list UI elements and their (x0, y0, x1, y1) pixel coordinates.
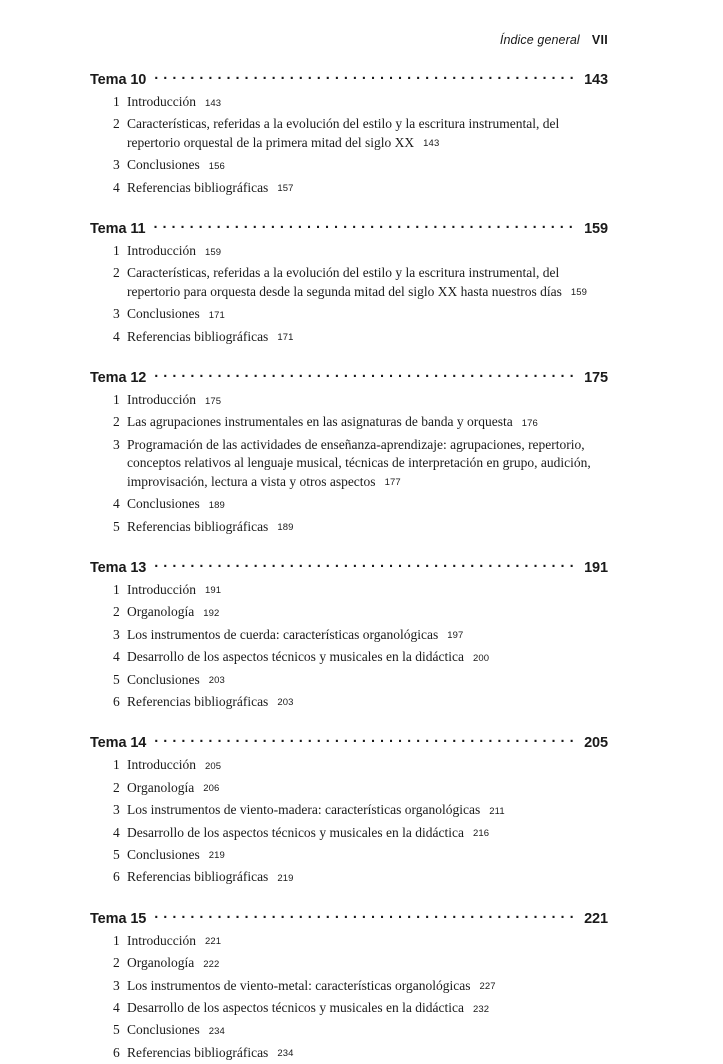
toc-entry-text (127, 93, 597, 113)
toc-entry[interactable] (90, 391, 608, 411)
toc-entry-label: Programación de las actividades de enseñanza-aprendizaje: agrupaciones, repertorio, conceptos relativos al lenguaje musical, técnicas de interpretación en grupo, audición, improvisación, lectura a vista y otros aspectos (127, 436, 591, 489)
toc-chapter-heading[interactable] (90, 217, 608, 237)
toc-entry-number: 2 (113, 265, 120, 281)
toc-chapter-heading[interactable] (90, 556, 608, 576)
toc-entry[interactable] (90, 999, 608, 1019)
toc-entry-label: Organología (127, 955, 195, 971)
toc-entry-page-number: 219 (208, 850, 225, 862)
toc-entry-number: 5 (113, 846, 120, 862)
toc-entry-text (127, 846, 597, 866)
toc-entry-label: Referencias bibliográficas (127, 693, 269, 709)
toc-entry-text (127, 824, 597, 844)
toc-entry-page-number: 234 (277, 1048, 294, 1060)
toc-entry-label: Las agrupaciones instrumentales en las asignaturas de banda y orquesta (127, 414, 513, 430)
toc-entry-page-number: 222 (203, 958, 220, 970)
toc-entry-text (127, 328, 597, 348)
toc-entry-page-number: 203 (277, 697, 294, 709)
toc-entry[interactable] (90, 626, 608, 646)
toc-entry-text (127, 115, 597, 154)
toc-entry-number: 5 (113, 518, 120, 534)
toc-entry-number: 2 (113, 955, 120, 971)
toc-entry-number: 3 (113, 436, 120, 452)
toc-chapter-title: Tema 13 (90, 559, 147, 576)
toc-entry-number: 1 (113, 243, 120, 259)
toc-entry-label: Conclusiones (127, 496, 200, 512)
toc-entry[interactable] (90, 932, 608, 952)
toc-entry-text (127, 156, 597, 176)
toc-entry-page-number: 143 (204, 97, 222, 109)
toc-entry-number: 1 (113, 932, 120, 948)
toc-entry-label: Conclusiones (127, 671, 200, 687)
toc-entry-page-number: 189 (277, 522, 294, 533)
toc-entry-text (127, 391, 597, 411)
toc-entry-text (127, 518, 597, 538)
toc-entry[interactable] (90, 977, 608, 997)
toc-entry[interactable] (90, 495, 608, 515)
toc-entry-label: Desarrollo de los aspectos técnicos y musicales en la didáctica (127, 649, 465, 665)
toc-entry-page-number: 191 (204, 585, 222, 597)
toc-entry-label: Introducción (127, 392, 196, 408)
toc-chapter-title: Tema 10 (90, 72, 147, 88)
toc-entry-text (127, 779, 597, 799)
toc-entry-page-number: 176 (521, 417, 538, 429)
toc-entry-number: 2 (113, 116, 120, 132)
toc-entry-label: Conclusiones (127, 157, 200, 173)
toc-chapter-block (90, 731, 608, 888)
toc-chapter-page-number: 143 (584, 72, 608, 88)
toc-entry-page-number: 227 (479, 981, 496, 993)
toc-entry-page-number: 171 (208, 309, 225, 321)
toc-entry-page-number: 216 (473, 828, 490, 840)
toc-chapter-heading[interactable] (90, 68, 608, 88)
toc-entry-label: Introducción (127, 932, 196, 948)
toc-entry[interactable] (90, 648, 608, 668)
toc-entry-page-number: 197 (447, 630, 464, 642)
toc-entry-number: 6 (113, 869, 120, 885)
toc-entry[interactable] (90, 779, 608, 799)
toc-entry[interactable] (90, 868, 608, 888)
toc-entry-page-number: 203 (208, 675, 225, 687)
toc-entry-number: 4 (113, 824, 120, 840)
toc-entry-label: Referencias bibliográficas (127, 179, 269, 195)
dot-leader (154, 731, 576, 747)
toc-entry-page-number: 156 (208, 160, 225, 172)
toc-entry-text (127, 603, 597, 623)
toc-entry-label: Organología (127, 779, 195, 795)
toc-entry-label: Características, referidas a la evolución del estilo y la escritura instrumental, del repertorio orquestal de la primera mitad del siglo XX (127, 116, 560, 150)
toc-entry-number: 4 (113, 496, 120, 512)
toc-entry-number: 4 (113, 328, 120, 344)
toc-entry-number: 1 (113, 94, 120, 109)
toc-chapter-title: Tema 14 (90, 735, 147, 752)
toc-entry-text (127, 436, 597, 493)
toc-entry[interactable] (90, 801, 608, 821)
dot-leader (153, 217, 576, 233)
toc-entry-label: Los instrumentos de viento-metal: características organológicas (127, 977, 471, 993)
toc-chapter-block (90, 907, 608, 1064)
toc-chapter-heading[interactable] (90, 907, 608, 927)
toc-entry-label: Referencias bibliográficas (127, 328, 269, 344)
toc-entry-text (127, 648, 597, 668)
toc-entry[interactable] (90, 413, 608, 433)
toc-entry-label: Introducción (127, 243, 196, 259)
toc-entry-text (127, 264, 597, 303)
running-head-folio: VII (591, 33, 608, 47)
toc-chapter-block (90, 217, 608, 348)
toc-entry-number: 1 (113, 581, 120, 597)
toc-entry-page-number: 157 (277, 183, 294, 195)
toc-entry-page-number: 192 (203, 607, 220, 619)
toc-chapter-heading[interactable] (90, 366, 608, 386)
toc-chapter-page-number: 221 (584, 910, 608, 927)
dot-leader (154, 907, 576, 923)
toc-entry-number: 6 (113, 693, 120, 709)
toc-entry[interactable] (90, 305, 608, 325)
toc-entry-number: 5 (113, 671, 120, 687)
toc-entry[interactable] (90, 954, 608, 974)
toc-entry-label: Los instrumentos de viento-madera: características organológicas (127, 802, 481, 818)
toc-entry-text (127, 581, 597, 601)
toc-entry-page-number: 219 (277, 872, 294, 884)
toc-entry[interactable] (90, 179, 608, 199)
toc-entry[interactable] (90, 156, 608, 176)
toc-entry[interactable] (90, 671, 608, 691)
toc-entry-text (127, 242, 597, 262)
toc-entry-page-number: 171 (277, 332, 294, 344)
toc-entry[interactable] (90, 436, 608, 493)
toc-entry-label: Introducción (127, 581, 196, 597)
toc-entry[interactable] (90, 93, 608, 113)
toc-entry-label: Conclusiones (127, 1022, 200, 1038)
toc-entry-text (127, 801, 597, 821)
toc-entry-label: Conclusiones (127, 306, 200, 322)
toc-chapter-page-number: 205 (584, 735, 608, 752)
toc-entry-text (127, 756, 597, 776)
toc-entry-page-number: 234 (208, 1025, 225, 1037)
toc-entry-number: 1 (113, 392, 120, 408)
toc-entry-number: 2 (113, 779, 120, 795)
toc-entry-number: 4 (113, 649, 120, 665)
toc-entry-text (127, 495, 597, 515)
toc-entry-number: 2 (113, 414, 120, 430)
toc-entry-text (127, 305, 597, 325)
toc-entry-label: Desarrollo de los aspectos técnicos y musicales en la didáctica (127, 1000, 465, 1015)
toc-entry[interactable] (90, 1021, 608, 1041)
toc-entry-number: 5 (113, 1022, 120, 1038)
toc-entry-page-number: 205 (204, 760, 222, 772)
toc-entry-number: 3 (113, 626, 120, 642)
dot-leader (154, 68, 576, 84)
toc-entry-number: 4 (113, 1000, 120, 1015)
running-head (90, 33, 608, 51)
toc-entry-label: Referencias bibliográficas (127, 518, 269, 534)
toc-entry-page-number: 159 (570, 287, 588, 299)
toc-entry-page-number: 206 (203, 783, 220, 795)
toc-entry-number: 6 (113, 1044, 120, 1060)
toc-chapter-block (90, 556, 608, 713)
toc-entry-label: Características, referidas a la evolución del estilo y la escritura instrumental, del repertorio para orquesta desde la segunda mitad del siglo XX hasta nuestros días (127, 265, 562, 299)
toc-entry-label: Referencias bibliográficas (127, 869, 269, 885)
toc-entry-page-number: 175 (204, 395, 222, 407)
toc-entry-page-number: 221 (204, 936, 222, 948)
toc-entry-label: Conclusiones (127, 846, 200, 862)
toc-entry-text (127, 954, 597, 974)
toc-entry[interactable] (90, 824, 608, 844)
toc-entry-text (127, 1021, 597, 1041)
toc-entry-number: 3 (113, 306, 120, 322)
toc-entry-text (127, 868, 597, 888)
toc-entry-number: 2 (113, 604, 120, 620)
toc-chapter-heading[interactable] (90, 731, 608, 751)
running-head-title: Índice general (499, 33, 580, 47)
toc-entry-label: Los instrumentos de cuerda: características organológicas (127, 626, 439, 642)
toc-chapter-title: Tema 12 (90, 370, 147, 387)
toc-entry-page-number: 159 (204, 246, 222, 258)
toc-entry-page-number: 189 (208, 499, 225, 511)
toc-chapter-block (90, 68, 608, 199)
toc-entry-number: 1 (113, 757, 120, 773)
table-of-contents (90, 68, 608, 1064)
toc-chapter-title: Tema 11 (90, 221, 146, 238)
toc-entry[interactable] (90, 242, 608, 262)
toc-entry-text (127, 671, 597, 691)
toc-entry[interactable] (90, 693, 608, 713)
toc-entry-number: 4 (113, 179, 120, 195)
toc-entry-text (127, 626, 597, 646)
toc-chapter-title: Tema 15 (90, 910, 147, 927)
toc-entry[interactable] (90, 328, 608, 348)
toc-entry-number: 3 (113, 977, 120, 993)
toc-entry-label: Introducción (127, 94, 196, 109)
toc-entry-page-number: 232 (473, 1003, 490, 1015)
toc-entry-label: Introducción (127, 757, 196, 773)
toc-entry[interactable] (90, 518, 608, 538)
toc-chapter-page-number: 175 (584, 370, 608, 387)
toc-entry[interactable] (90, 603, 608, 623)
toc-entry-page-number: 211 (489, 805, 505, 817)
toc-chapter-page-number: 191 (584, 559, 608, 576)
toc-entry[interactable] (90, 846, 608, 866)
toc-entry-page-number: 200 (473, 652, 490, 664)
toc-entry-page-number: 143 (423, 138, 440, 150)
toc-entry[interactable] (90, 581, 608, 601)
toc-entry-number: 3 (113, 157, 120, 173)
toc-entry-page-number: 177 (384, 477, 401, 489)
toc-entry-number: 3 (113, 802, 120, 818)
toc-entry[interactable] (90, 756, 608, 776)
toc-entry-text (127, 1044, 597, 1064)
toc-entry-label: Referencias bibliográficas (127, 1044, 269, 1060)
toc-entry-label: Organología (127, 604, 195, 620)
toc-entry[interactable] (90, 115, 608, 154)
toc-entry-text (127, 693, 597, 713)
dot-leader (154, 366, 576, 382)
toc-entry-text (127, 413, 597, 433)
toc-entry[interactable] (90, 264, 608, 303)
toc-entry[interactable] (90, 1044, 608, 1064)
toc-chapter-page-number: 159 (584, 221, 608, 238)
toc-entry-text (127, 932, 597, 952)
toc-entry-text (127, 179, 597, 199)
toc-entry-text (127, 999, 597, 1019)
toc-chapter-block (90, 366, 608, 538)
toc-entry-label: Desarrollo de los aspectos técnicos y musicales en la didáctica (127, 824, 465, 840)
toc-entry-text (127, 977, 597, 997)
dot-leader (154, 556, 576, 572)
